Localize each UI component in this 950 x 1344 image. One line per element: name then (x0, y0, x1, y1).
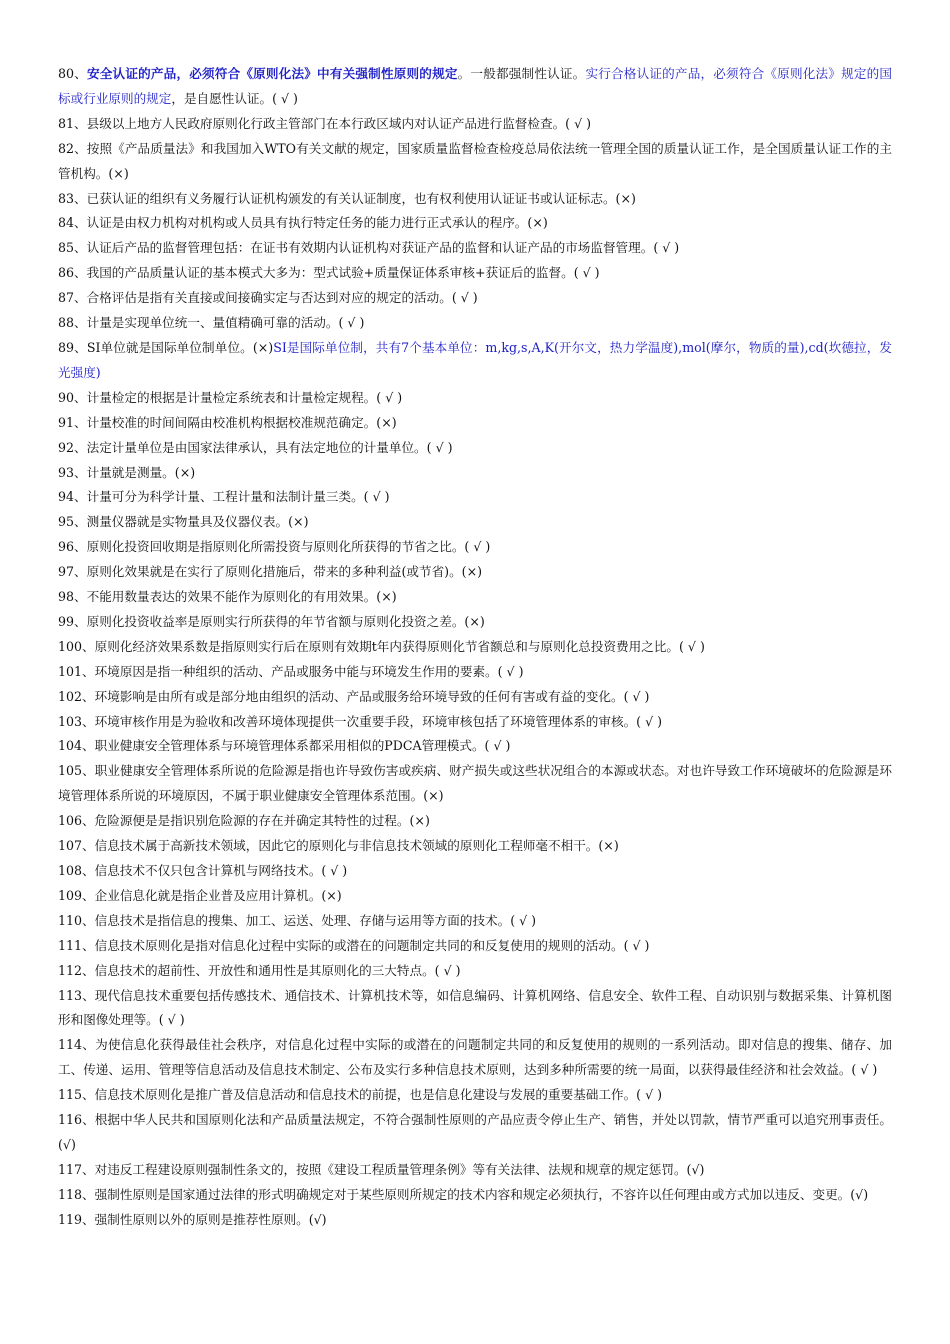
highlighted-text: 安全认证的产品，必须符合《原则化法》中有关强制性原则的规定 (87, 66, 458, 81)
question-item-104 (58, 734, 892, 759)
question-item-111 (58, 934, 892, 959)
question-item-105 (58, 759, 892, 809)
item-text: 96、原则化投资回收期是指原则化所需投资与原则化所获得的节省之比。( √ ) (58, 539, 491, 555)
item-text: 98、不能用数量表达的效果不能作为原则化的有用效果。(×) (58, 589, 397, 605)
item-text: 83、已获认证的组织有义务履行认证机构颁发的有关认证制度，也有权利使用认证证书或认证标志。(×) (58, 190, 636, 206)
question-item-106 (58, 809, 892, 834)
item-text: 99、原则化投资收益率是原则实行所获得的年节省额与原则化投资之差。(×) (58, 613, 485, 629)
item-text: 108、信息技术不仅只包含计算机与网络技术。( √ ) (58, 863, 348, 878)
question-item-94 (58, 485, 892, 510)
highlighted-text: 实行合格认证的产品，必须符合《原则化法》规定的国标或行业原则的规定 (58, 66, 893, 106)
question-item-90 (58, 386, 892, 411)
question-item-85 (58, 236, 892, 261)
question-item-119 (58, 1208, 892, 1233)
question-item-83 (58, 187, 892, 212)
question-item-95 (58, 510, 892, 535)
item-text: 94、计量可分为科学计量、工程计量和法制计量三类。( √ ) (58, 489, 390, 505)
item-text: 100、原则化经济效果系数是指原则实行后在原则有效期t年内获得原则化节省额总和与原则化总投资费用之比。( √ ) (58, 638, 705, 654)
question-item-97 (58, 560, 892, 585)
question-item-87 (58, 286, 892, 311)
item-text: 114、为使信息化获得最佳社会秩序，对信息化过程中实际的或潜在的问题制定共同的和反复使用的规则的一系列活动。即对信息的搜集、储存、加工、传递、运用、管理等信息活动及信息技术制定、公布及实行多种信息技术原则，达到多种所需要的统一局面，以获得最佳经济和社会效益。( √ ) (58, 1037, 892, 1078)
item-text: 105、职业健康安全管理体系所说的危险源是指也许导致伤害或疾病、财产损失或这些状况组合的本源或状态。对也许导致工作环境破坏的危险源是环境管理体系所说的环境原因，不属于职业健康安全管理体系范围。(×) (58, 763, 892, 804)
item-text: 。一般都强制性认证。 (457, 66, 586, 81)
question-item-82 (58, 137, 892, 187)
item-text: 90、计量检定的根据是计量检定系统表和计量检定规程。( √ ) (58, 389, 403, 405)
question-item-112 (58, 959, 892, 984)
item-text: 93、计量就是测量。(×) (58, 464, 196, 480)
question-item-107 (58, 834, 892, 859)
item-text: 103、环境审核作用是为验收和改善环境体现提供一次重要手段，环境审核包括了环境管理体系的审核。( √ ) (58, 713, 663, 729)
question-item-86 (58, 261, 892, 286)
item-text: 88、计量是实现单位统一、量值精确可靠的活动。( √ ) (58, 315, 365, 331)
question-item-103 (58, 710, 892, 735)
question-item-81 (58, 112, 892, 137)
item-text: 80、 (58, 66, 87, 81)
question-item-99 (58, 610, 892, 635)
question-item-100 (58, 635, 892, 660)
item-text: 107、信息技术属于高新技术领域，因此它的原则化与非信息技术领域的原则化工程师毫不相干。(×) (58, 838, 619, 854)
item-text: 109、企业信息化就是指企业普及应用计算机。(×) (58, 887, 342, 903)
question-item-109 (58, 884, 892, 909)
question-item-108 (58, 859, 892, 884)
item-text: 81、县级以上地方人民政府原则化行政主管部门在本行政区域内对认证产品进行监督检查。( √ ) (58, 115, 592, 131)
item-text: 106、危险源便是是指识别危险源的存在并确定其特性的过程。(×) (58, 813, 430, 829)
item-text: 82、按照《产品质量法》和我国加入WTO有关文献的规定，国家质量监督检查检疫总局依法统一管理全国的质量认证工作，是全国质量认证工作的主管机构。(×) (58, 140, 892, 181)
item-text: 91、计量校准的时间间隔由校准机构根据校准规范确定。(×) (58, 414, 397, 430)
question-item-92 (58, 436, 892, 461)
question-item-117 (58, 1158, 892, 1183)
item-text: 112、信息技术的超前性、开放性和通用性是其原则化的三大特点。( √ ) (58, 962, 461, 978)
item-text: 86、我国的产品质量认证的基本模式大多为：型式试验+质量保证体系审核+获证后的监督。( √ ) (58, 265, 600, 281)
item-text: 116、根据中华人民共和国原则化法和产品质量法规定，不符合强制性原则的产品应责令停止生产、销售，并处以罚款，情节严重可以追究刑事责任。(√) (58, 1112, 892, 1152)
highlighted-text: SI是国际单位制，共有7个基本单位：m,kg,s,A,K(开尔文，热力学温度),mol(摩尔，物质的量),cd(坎德拉，发光强度) (58, 339, 893, 380)
item-text: 84、认证是由权力机构对机构或人员具有执行特定任务的能力进行正式承认的程序。(×) (58, 215, 548, 231)
item-text: 87、合格评估是指有关直接或间接确实定与否达到对应的规定的活动。( √ ) (58, 290, 478, 306)
item-text: 101、环境原因是指一种组织的活动、产品或服务中能与环境发生作用的要素。( √ ) (58, 663, 524, 679)
question-item-98 (58, 585, 892, 610)
question-item-110 (58, 909, 892, 934)
question-item-114 (58, 1033, 892, 1083)
item-text: 104、职业健康安全管理体系与环境管理体系都采用相似的PDCA管理模式。( √ ) (58, 738, 511, 754)
item-text: 110、信息技术是指信息的搜集、加工、运送、处理、存储与运用等方面的技术。( √ ) (58, 912, 537, 928)
item-text: 89、SI单位就是国际单位制单位。(×) (58, 339, 274, 355)
item-text: 102、环境影响是由所有或是部分地由组织的活动、产品或服务给环境导致的任何有害或有益的变化。( √ ) (58, 688, 650, 704)
question-item-101 (58, 660, 892, 685)
question-item-96 (58, 535, 892, 560)
question-item-89 (58, 336, 892, 386)
question-item-84 (58, 211, 892, 236)
item-text: 115、信息技术原则化是推广普及信息活动和信息技术的前提，也是信息化建设与发展的重要基础工作。( √ ) (58, 1087, 663, 1103)
item-text: 118、强制性原则是国家通过法律的形式明确规定对于某些原则所规定的技术内容和规定必须执行，不容许以任何理由或方式加以违反、变更。(√) (58, 1186, 869, 1202)
question-item-116 (58, 1108, 892, 1158)
question-item-115 (58, 1083, 892, 1108)
question-item-102 (58, 685, 892, 710)
item-text: 113、现代信息技术重要包括传感技术、通信技术、计算机技术等，如信息编码、计算机网络、信息安全、软件工程、自动识别与数据采集、计算机图形和图像处理等。( √ ) (58, 987, 892, 1028)
question-item-93 (58, 461, 892, 486)
item-text: 97、原则化效果就是在实行了原则化措施后，带来的多种利益(或节省)。(×) (58, 564, 483, 580)
question-item-118 (58, 1183, 892, 1208)
item-text: 95、测量仪器就是实物量具及仪器仪表。(×) (58, 514, 309, 530)
item-text: 92、法定计量单位是由国家法律承认，具有法定地位的计量单位。( √ ) (58, 439, 453, 455)
item-text: ，是自愿性认证。( √ ) (171, 90, 298, 106)
question-item-88 (58, 311, 892, 336)
item-text: 119、强制性原则以外的原则是推荐性原则。(√) (58, 1211, 327, 1227)
question-item-91 (58, 411, 892, 436)
document-page (58, 62, 892, 1233)
item-text: 117、对违反工程建设原则强制性条文的，按照《建设工程质量管理条例》等有关法律、法规和规章的规定惩罚。(√) (58, 1161, 705, 1177)
item-text: 111、信息技术原则化是指对信息化过程中实际的或潜在的问题制定共同的和反复使用的规则的活动。( √ ) (58, 937, 650, 953)
question-item-113 (58, 984, 892, 1034)
question-item-80 (58, 62, 892, 112)
item-text: 85、认证后产品的监督管理包括：在证书有效期内认证机构对获证产品的监督和认证产品的市场监督管理。( √ ) (58, 240, 680, 256)
